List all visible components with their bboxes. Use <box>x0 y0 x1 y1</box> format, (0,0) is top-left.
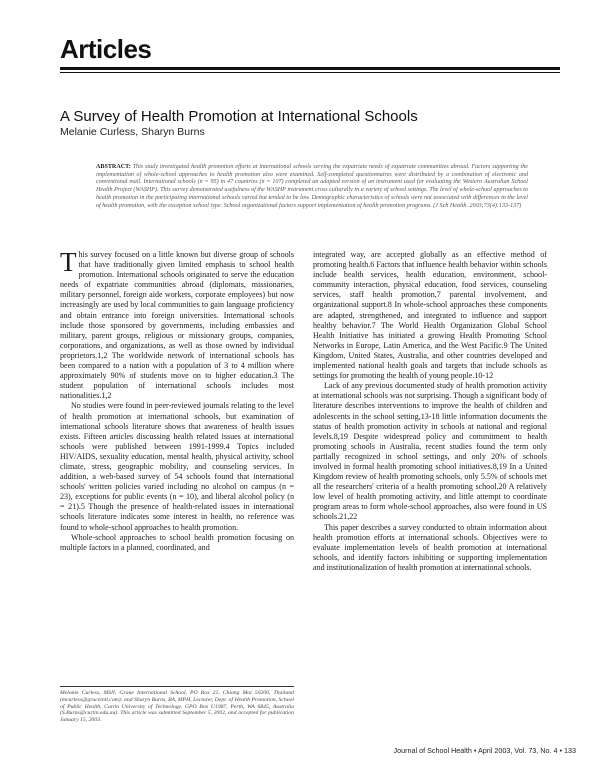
running-footer: Journal of School Health • April 2003, Vol. 73, No. 4 • 133 <box>393 746 576 755</box>
body-paragraph: Lack of any previous documented study of health promotion activity at international schools was not surprising. Though a significant body of literature describes interventions to improve the health of children and adolescents in the school setting,13-18 little information documents the status of health promotion activity in schools at national and regional levels.8,19 Despite widespread policy and commitment to health promoting schools in Australia, recent studies found the term only partially recognized in school settings, and only 20% of schools involved in formal health promoting school initiatives.8,19 In a United Kingdom review of health promoting schools, only 5.5% of schools met all the researchers' criteria of a health promoting school.20 A relatively low level of health promoting activity, and little attempt to coordinate program areas to form whole-school approaches, also were found in US schools.21,22 <box>313 381 547 522</box>
abstract <box>96 164 528 210</box>
footnote-rule <box>60 686 294 687</box>
body-paragraph: No studies were found in peer-reviewed journals relating to the level of health promotion at international schools, but examination of international schools literature shows that awareness of health issues exists. Fifteen articles discussing health related issues at international schools were published between 1991-1999.4 Topics included HIV/AIDS, sexuality education, mental health, physical activity, school climate, stress, geographic mobility, and counseling services. In addition, a web-based survey of 54 schools found that international schools' written policies varied including no alcohol on campus (n = 23), exceptions for public events (n = 10), and liberal alcohol policy (n = 21).5 Though the presence of health-related issues in international schools literature indicates some interest in health, no reference was found to whole-school approaches to health promotion. <box>60 401 294 532</box>
abstract-label: ABSTRACT: <box>96 164 131 170</box>
header-rule-thick <box>60 67 560 70</box>
section-label: Articles <box>60 34 152 64</box>
article-authors: Melanie Curless, Sharyn Burns <box>60 126 205 138</box>
body-paragraph: This paper describes a survey conducted to obtain information about health promotion efforts at international schools. Objectives were to evaluate implementation levels of health promotion at international schools, and identify factors inhibiting or supporting implementation and institutionalization of health promotion at international schools. <box>313 522 547 572</box>
drop-cap: T <box>60 247 77 277</box>
author-footnote: Melanie Curless, MSN, Graue International School, PO Box 22, Chiang Mai 50200, Thailand (mcurless@graceintl.com); and Sharyn Burns, BA, MPH, Lecturer, Dept. of Health Promotion, School of Public Health, Curtin University of Technology, GPO Box U1987, Perth, WA 6845, Australia (S.Burns@curtin.edu.au). This article was submitted September 5, 2002, and accepted for publication January 15, 2003. <box>60 690 294 724</box>
body-paragraph: integrated way, are accepted globally as an effective method of promoting health.6 Factors that influence health behavior within schools include health services, health education, environment, school-community interaction, physical education, food services, counseling services, staff health promotion,7 parental involvement, and organizational support.8 In whole-school approaches these components are adapted, strengthened, and integrated to influence and support healthy behavior.7 The World Health Organization Global School Health Initiative has initiated a growing Health Promoting School Networks in Europe, Latin America, and the West Pacific.9 The United Kingdom, United States, Australia, and other countries developed and implemented national health goals and targets that include schools as settings for promoting the health of young people.10-12 <box>313 250 547 381</box>
section-header <box>60 34 560 64</box>
body-column-left <box>60 247 294 553</box>
header-rule-thin <box>60 72 560 73</box>
article-title: A Survey of Health Promotion at International Schools <box>60 108 418 125</box>
body-paragraph: This survey focused on a little known but diverse group of schools that have traditionally given limited emphasis to school health promotion. International schools originated to serve the education needs of expatriate communities abroad (diplomats, missionaries, military personnel, foreign aide workers, corporate employees) but now increasingly are used by local communities to gain language proficiency and obtain entrance into foreign universities. International schools include those sponsored by governments, including embassies and military, parent groups, religious or missionary groups, companies, corporations, and organizations, as well as those owned by individual proprietors.1,2 The worldwide network of international schools has been compared to a nation with a population of 3 to 4 million where approximately 90% of students move on to higher education.3 The student population of international schools includes most nationalities.1,2 <box>60 247 294 401</box>
body-column-right <box>313 250 547 573</box>
body-paragraph: Whole-school approaches to school health promotion focusing on multiple factors in a planned, coordinated, and <box>60 532 294 552</box>
abstract-text: This study investigated health promotion efforts at international schools serving the expatriate needs of expatriate communities abroad. Factors supporting the implementation of whole-school approaches to health promotion also were examined. Self-completed questionnaires were distributed by a combination of electronic and conventional mail. International schools (n = 95) in 47 countries (n = 107) completed an adapted version of an instrument used for evaluating the Western Australian School Health Project (WASHP). This survey demonstrated usefulness of the WASHP instrument cross culturally in a variety of school settings. The level of whole-school approaches to health promotion in the participating international schools varied but tended to be low. Demographic characteristics of schools were not associated with differences in the level of health promotion, with the exception school type. School organizational factors support implementation of health promotion programs. (J Sch Health. 2003;73(4):133-137) <box>96 164 528 209</box>
